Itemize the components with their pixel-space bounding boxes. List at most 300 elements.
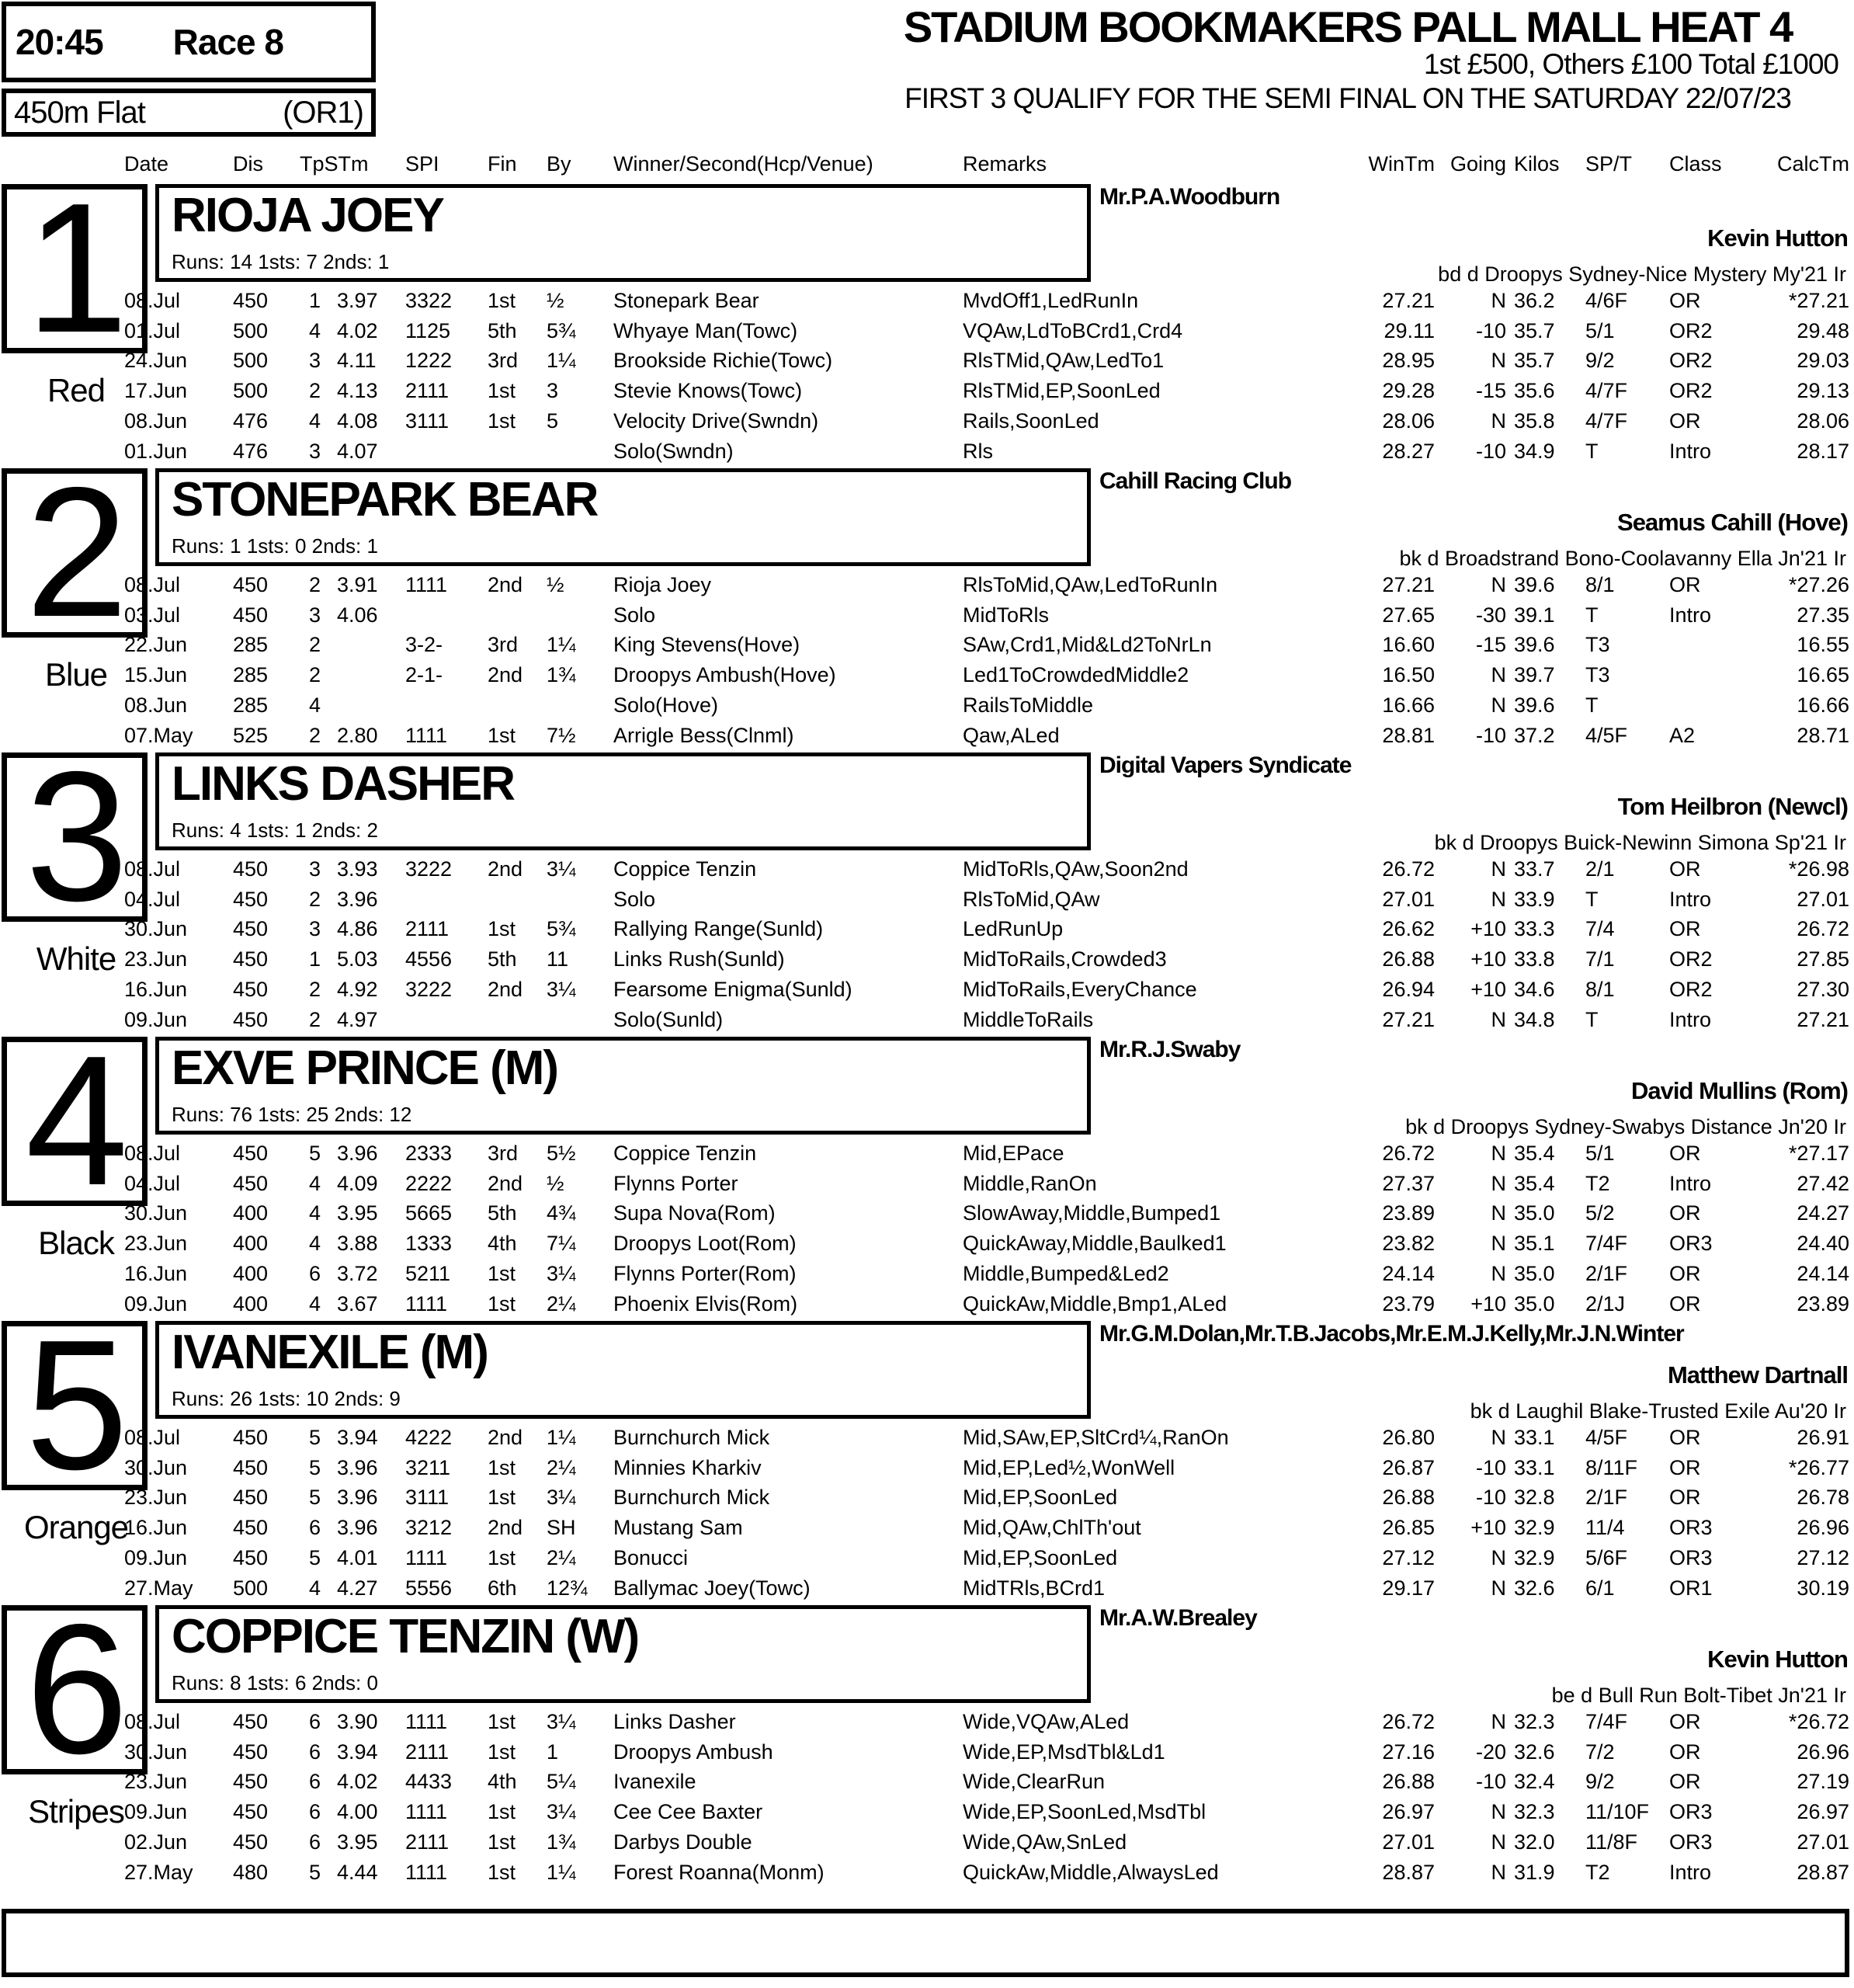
- date-cell: 08.Jul: [124, 1710, 181, 1733]
- by-cell: 3¼: [547, 977, 576, 1001]
- winner-cell: Whyaye Man(Towc): [613, 318, 798, 342]
- col-header-date: Date: [124, 152, 169, 176]
- winner-cell: Flynns Porter: [613, 1171, 738, 1195]
- remarks-cell: Mid,EP,Led½,WonWell: [963, 1455, 1175, 1479]
- fin-cell: 2nd: [488, 1516, 523, 1540]
- date-cell: 02.Jun: [124, 1830, 188, 1854]
- spi-cell: 4222: [405, 1426, 453, 1449]
- date-cell: 09.Jun: [124, 1007, 188, 1031]
- wintm-cell: 26.80: [1382, 1426, 1435, 1449]
- wintm-cell: 29.17: [1382, 1576, 1435, 1600]
- form-row: [0, 349, 1854, 378]
- wintm-cell: 26.94: [1382, 977, 1435, 1001]
- owner-name: Mr.G.M.Dolan,Mr.T.B.Jacobs,Mr.E.M.J.Kelly,Mr.J.N.Winter: [1099, 1321, 1684, 1347]
- form-row: [0, 1576, 1854, 1606]
- calctm-cell: 16.55: [1797, 633, 1849, 657]
- tp-cell: 2: [309, 977, 321, 1001]
- form-row: [0, 947, 1854, 977]
- spt-cell: 2/1: [1585, 857, 1615, 881]
- dis-cell: 450: [233, 887, 269, 911]
- kilos-cell: 39.7: [1514, 663, 1555, 687]
- spt-cell: 5/6F: [1585, 1545, 1628, 1569]
- date-cell: 08.Jul: [124, 857, 181, 881]
- stm-cell: 4.06: [337, 603, 378, 627]
- kilos-cell: 33.7: [1514, 857, 1555, 881]
- greyhound-name-box: [155, 752, 1091, 850]
- calctm-cell: 16.66: [1797, 693, 1849, 717]
- going-cell: -15: [1475, 633, 1506, 657]
- tp-cell: 4: [309, 1291, 321, 1315]
- form-row: [0, 633, 1854, 662]
- wintm-cell: 27.01: [1382, 1830, 1435, 1854]
- fin-cell: 2nd: [488, 1426, 523, 1449]
- date-cell: 30.Jun: [124, 1201, 188, 1225]
- form-row: [0, 1486, 1854, 1515]
- winner-cell: Links Rush(Sunld): [613, 947, 785, 971]
- by-cell: 3: [547, 379, 559, 403]
- greyhound-name: IVANEXILE (M): [172, 1326, 488, 1379]
- form-row: [0, 289, 1854, 318]
- breeding-line: bk d Droopys Buick-Newinn Simona Sp'21 Ir: [1434, 831, 1846, 854]
- date-cell: 04.Jul: [124, 1171, 181, 1195]
- trap-number: 6: [25, 1587, 124, 1793]
- date-cell: 30.Jun: [124, 1455, 188, 1479]
- fin-cell: 1st: [488, 1261, 516, 1285]
- spt-cell: 9/2: [1585, 1770, 1615, 1794]
- going-cell: -10: [1475, 318, 1506, 342]
- wintm-cell: 26.62: [1382, 917, 1435, 941]
- race-number: Race 8: [172, 22, 283, 62]
- going-cell: -10: [1475, 1455, 1506, 1479]
- fin-cell: 1st: [488, 1800, 516, 1824]
- form-row: [0, 1008, 1854, 1037]
- spi-cell: 2111: [405, 917, 450, 941]
- going-cell: -15: [1475, 379, 1506, 403]
- fin-cell: 1st: [488, 379, 516, 403]
- spt-cell: 4/5F: [1585, 1426, 1628, 1449]
- dis-cell: 450: [233, 1426, 269, 1449]
- greyhound-name-box: [155, 468, 1091, 566]
- kilos-cell: 33.3: [1514, 917, 1555, 941]
- fin-cell: 1st: [488, 723, 516, 747]
- form-row: [0, 1172, 1854, 1201]
- going-cell: +10: [1470, 917, 1506, 941]
- date-cell: 17.Jun: [124, 379, 188, 403]
- owner-name: Digital Vapers Syndicate: [1099, 752, 1352, 778]
- remarks-cell: RlsTMid,EP,SoonLed: [963, 379, 1161, 403]
- date-cell: 04.Jul: [124, 887, 181, 911]
- spi-cell: 3222: [405, 977, 453, 1001]
- stm-cell: 4.92: [337, 977, 378, 1001]
- remarks-cell: MidToRails,Crowded3: [963, 947, 1167, 971]
- wintm-cell: 28.27: [1382, 439, 1435, 463]
- calctm-cell: 26.96: [1797, 1516, 1849, 1540]
- by-cell: 1¼: [547, 1426, 576, 1449]
- winner-cell: Mustang Sam: [613, 1516, 743, 1540]
- trainer-name: Kevin Hutton: [1707, 224, 1848, 252]
- greyhound-name: COPPICE TENZIN (W): [172, 1610, 639, 1663]
- by-cell: 3¼: [547, 1486, 576, 1510]
- spi-cell: 4433: [405, 1770, 453, 1794]
- wintm-cell: 26.72: [1382, 1142, 1435, 1165]
- tp-cell: 3: [309, 349, 321, 373]
- form-row: [0, 1262, 1854, 1291]
- calctm-cell: *27.21: [1788, 289, 1849, 312]
- stm-cell: 3.97: [337, 289, 378, 312]
- calctm-cell: 29.03: [1797, 349, 1849, 373]
- spi-cell: 3-2-: [405, 633, 443, 657]
- spt-cell: T2: [1585, 1860, 1610, 1884]
- kilos-cell: 39.6: [1514, 573, 1555, 596]
- going-cell: N: [1491, 1171, 1506, 1195]
- trap-number: 5: [25, 1302, 124, 1509]
- col-header-kilos: Kilos: [1514, 152, 1560, 176]
- tp-cell: 4: [309, 1201, 321, 1225]
- cls-cell: OR3: [1669, 1232, 1713, 1256]
- winner-cell: Arrigle Bess(Clnml): [613, 723, 794, 747]
- wintm-cell: 23.89: [1382, 1201, 1435, 1225]
- form-row: [0, 1456, 1854, 1486]
- tp-cell: 5: [309, 1455, 321, 1479]
- wintm-cell: 26.87: [1382, 1455, 1435, 1479]
- wintm-cell: 27.65: [1382, 603, 1435, 627]
- form-row: [0, 1740, 1854, 1770]
- stm-cell: 4.00: [337, 1800, 378, 1824]
- cls-cell: A2: [1669, 723, 1696, 747]
- spt-cell: 7/1: [1585, 947, 1615, 971]
- dis-cell: 450: [233, 1770, 269, 1794]
- stm-cell: 3.72: [337, 1261, 378, 1285]
- dis-cell: 450: [233, 1007, 269, 1031]
- col-header-class: Class: [1669, 152, 1722, 176]
- spt-cell: 4/7F: [1585, 408, 1628, 433]
- date-cell: 03.Jul: [124, 603, 181, 627]
- spi-cell: 1333: [405, 1232, 453, 1256]
- greyhound-name-box: [155, 1037, 1091, 1135]
- col-header-winner: Winner/Second(Hcp/Venue): [613, 152, 873, 176]
- fin-cell: 6th: [488, 1576, 517, 1600]
- wintm-cell: 29.11: [1384, 318, 1435, 342]
- kilos-cell: 33.8: [1514, 947, 1555, 971]
- stm-cell: 3.96: [337, 887, 378, 911]
- trap-color-label: Black: [38, 1225, 114, 1261]
- fin-cell: 3rd: [488, 349, 519, 373]
- kilos-cell: 35.4: [1514, 1171, 1555, 1195]
- kilos-cell: 31.9: [1514, 1860, 1555, 1884]
- cls-cell: OR: [1669, 1426, 1701, 1449]
- spi-cell: 1111: [405, 1710, 448, 1733]
- cls-cell: Intro: [1669, 439, 1712, 463]
- by-cell: ½: [547, 573, 564, 596]
- winner-cell: Ballymac Joey(Towc): [613, 1576, 811, 1600]
- stm-cell: 3.96: [337, 1486, 378, 1510]
- date-cell: 30.Jun: [124, 917, 188, 941]
- tp-cell: 5: [309, 1142, 321, 1165]
- by-cell: 5¾: [547, 917, 576, 941]
- wintm-cell: 16.60: [1382, 633, 1435, 657]
- by-cell: 1¼: [547, 633, 576, 657]
- remarks-cell: Led1ToCrowdedMiddle2: [963, 663, 1189, 687]
- greyhound-name-box: [155, 184, 1091, 282]
- spt-cell: 2/1F: [1585, 1486, 1628, 1510]
- race-distance-box: [2, 89, 376, 137]
- runner-block: [0, 165, 1854, 468]
- going-cell: -10: [1475, 723, 1506, 747]
- fin-cell: 1st: [488, 408, 516, 433]
- spi-cell: 1111: [405, 1545, 448, 1569]
- spt-cell: 9/2: [1585, 349, 1615, 373]
- remarks-cell: VQAw,LdToBCrd1,Crd4: [963, 318, 1183, 342]
- kilos-cell: 35.7: [1514, 318, 1555, 342]
- remarks-cell: Middle,RanOn: [963, 1171, 1097, 1195]
- calctm-cell: 26.96: [1797, 1740, 1849, 1764]
- remarks-cell: MidToRls,QAw,Soon2nd: [963, 857, 1189, 881]
- remarks-cell: RailsToMiddle: [963, 693, 1094, 717]
- dis-cell: 450: [233, 1545, 269, 1569]
- by-cell: 3¼: [547, 857, 576, 881]
- kilos-cell: 39.6: [1514, 693, 1555, 717]
- col-header-calctm: CalcTm: [1777, 152, 1849, 176]
- spi-cell: 4556: [405, 947, 453, 971]
- by-cell: 2¼: [547, 1291, 576, 1315]
- date-cell: 23.Jun: [124, 1486, 188, 1510]
- dis-cell: 400: [233, 1261, 269, 1285]
- stm-cell: 4.86: [337, 917, 378, 941]
- fin-cell: 4th: [488, 1770, 517, 1794]
- stm-cell: 4.44: [337, 1860, 378, 1884]
- spt-cell: 7/4F: [1585, 1710, 1628, 1733]
- tp-cell: 4: [309, 318, 321, 342]
- date-cell: 08.Jul: [124, 289, 181, 312]
- stm-cell: 4.27: [337, 1576, 378, 1600]
- greyhound-name: EXVE PRINCE (M): [172, 1041, 558, 1095]
- wintm-cell: 26.88: [1382, 947, 1435, 971]
- calctm-cell: 29.13: [1797, 379, 1849, 403]
- kilos-cell: 39.1: [1514, 603, 1555, 627]
- greyhound-name: LINKS DASHER: [172, 757, 515, 811]
- wintm-cell: 26.72: [1382, 1710, 1435, 1733]
- by-cell: 4¾: [547, 1201, 576, 1225]
- fin-cell: 2nd: [488, 663, 523, 687]
- going-cell: N: [1491, 663, 1506, 687]
- kilos-cell: 32.9: [1514, 1516, 1555, 1540]
- form-row: [0, 1142, 1854, 1171]
- spt-cell: 4/6F: [1585, 289, 1628, 312]
- going-cell: N: [1491, 1860, 1506, 1884]
- date-cell: 24.Jun: [124, 349, 188, 373]
- spt-cell: T: [1585, 439, 1599, 463]
- dis-cell: 450: [233, 1171, 269, 1195]
- stm-cell: 4.13: [337, 379, 378, 403]
- fin-cell: 3rd: [488, 1142, 519, 1165]
- dis-cell: 450: [233, 1830, 269, 1854]
- cls-cell: OR: [1669, 1142, 1701, 1165]
- going-cell: N: [1491, 1545, 1506, 1569]
- spi-cell: 5556: [405, 1576, 453, 1600]
- tp-cell: 3: [309, 917, 321, 941]
- spt-cell: 8/11F: [1585, 1455, 1638, 1479]
- by-cell: 7½: [547, 723, 576, 747]
- stm-cell: 4.97: [337, 1007, 378, 1031]
- remarks-cell: MvdOff1,LedRunIn: [963, 289, 1139, 312]
- wintm-cell: 26.85: [1382, 1516, 1435, 1540]
- kilos-cell: 35.4: [1514, 1142, 1555, 1165]
- stm-cell: 3.94: [337, 1740, 378, 1764]
- spi-cell: 5665: [405, 1201, 453, 1225]
- calctm-cell: 28.17: [1797, 439, 1849, 463]
- calctm-cell: 26.97: [1797, 1800, 1849, 1824]
- kilos-cell: 32.0: [1514, 1830, 1555, 1854]
- spi-cell: 1111: [405, 573, 448, 596]
- dis-cell: 450: [233, 857, 269, 881]
- qualify-line: FIRST 3 QUALIFY FOR THE SEMI FINAL ON THE SATURDAY 22/07/23: [904, 82, 1791, 114]
- form-row: [0, 1861, 1854, 1890]
- tp-cell: 2: [309, 379, 321, 403]
- cls-cell: OR2: [1669, 349, 1713, 373]
- tp-cell: 4: [309, 1576, 321, 1600]
- spt-cell: 2/1F: [1585, 1261, 1628, 1285]
- cls-cell: OR: [1669, 917, 1701, 941]
- calctm-cell: 24.14: [1797, 1261, 1849, 1285]
- going-cell: N: [1491, 887, 1506, 911]
- fin-cell: 1st: [488, 1486, 516, 1510]
- notes-box: [2, 1909, 1849, 1977]
- col-header-fin: Fin: [488, 152, 517, 176]
- winner-cell: Droopys Loot(Rom): [613, 1232, 797, 1256]
- winner-cell: Coppice Tenzin: [613, 1142, 757, 1165]
- winner-cell: Cee Cee Baxter: [613, 1800, 763, 1824]
- dis-cell: 400: [233, 1291, 269, 1315]
- spt-cell: 8/1: [1585, 977, 1615, 1001]
- fin-cell: 2nd: [488, 857, 523, 881]
- fin-cell: 1st: [488, 1860, 516, 1884]
- spt-cell: T2: [1585, 1171, 1610, 1195]
- spi-cell: 1125: [405, 318, 451, 342]
- form-row: [0, 1770, 1854, 1799]
- tp-cell: 2: [309, 887, 321, 911]
- runs-summary: Runs: 14 1sts: 7 2nds: 1: [172, 250, 390, 273]
- tp-cell: 3: [309, 439, 321, 463]
- calctm-cell: 28.87: [1797, 1860, 1849, 1884]
- remarks-cell: Wide,ClearRun: [963, 1770, 1106, 1794]
- kilos-cell: 37.2: [1514, 723, 1555, 747]
- col-header-wintm: WinTm: [1368, 152, 1435, 176]
- prize-line: 1st £500, Others £100 Total £1000: [1423, 48, 1838, 80]
- tp-cell: 6: [309, 1740, 321, 1764]
- remarks-cell: QuickAway,Middle,Baulked1: [963, 1232, 1227, 1256]
- remarks-cell: RlsToMid,QAw,LedToRunIn: [963, 573, 1218, 596]
- wintm-cell: 24.14: [1382, 1261, 1435, 1285]
- spt-cell: 7/4F: [1585, 1232, 1628, 1256]
- dis-cell: 450: [233, 917, 269, 941]
- kilos-cell: 35.8: [1514, 408, 1555, 433]
- calctm-cell: 27.35: [1797, 603, 1849, 627]
- remarks-cell: Rls: [963, 439, 993, 463]
- remarks-cell: MidTRls,BCrd1: [963, 1576, 1106, 1600]
- dis-cell: 450: [233, 1455, 269, 1479]
- going-cell: N: [1491, 1142, 1506, 1165]
- going-cell: N: [1491, 857, 1506, 881]
- tp-cell: 1: [309, 947, 321, 971]
- race-time: 20:45: [16, 22, 103, 62]
- dis-cell: 285: [233, 663, 269, 687]
- spi-cell: 2111: [405, 1740, 450, 1764]
- trainer-name: Kevin Hutton: [1707, 1646, 1848, 1673]
- dis-cell: 450: [233, 1710, 269, 1733]
- tp-cell: 3: [309, 857, 321, 881]
- remarks-cell: Wide,VQAw,ALed: [963, 1710, 1130, 1733]
- winner-cell: Coppice Tenzin: [613, 857, 757, 881]
- spi-cell: 2333: [405, 1142, 453, 1165]
- wintm-cell: 28.87: [1382, 1860, 1435, 1884]
- race-grade: (OR1): [283, 95, 363, 130]
- dis-cell: 400: [233, 1201, 269, 1225]
- spt-cell: 11/4: [1585, 1516, 1625, 1540]
- spt-cell: T3: [1585, 663, 1610, 687]
- calctm-cell: *27.17: [1788, 1142, 1849, 1165]
- by-cell: 5: [547, 408, 559, 433]
- calctm-cell: 23.89: [1797, 1291, 1849, 1315]
- spi-cell: 3111: [405, 1486, 450, 1510]
- winner-cell: Fearsome Enigma(Sunld): [613, 977, 852, 1001]
- breeding-line: bk d Laughil Blake-Trusted Exile Au'20 Ir: [1470, 1399, 1846, 1423]
- winner-cell: Solo: [613, 887, 656, 911]
- spt-cell: 8/1: [1585, 573, 1615, 596]
- calctm-cell: 24.27: [1797, 1201, 1849, 1225]
- kilos-cell: 35.0: [1514, 1261, 1555, 1285]
- dis-cell: 285: [233, 633, 269, 657]
- stm-cell: 4.07: [337, 439, 378, 463]
- by-cell: 5¼: [547, 1770, 576, 1794]
- fin-cell: 1st: [488, 1830, 516, 1854]
- calctm-cell: 26.78: [1797, 1486, 1849, 1510]
- spi-cell: 3222: [405, 857, 453, 881]
- by-cell: 3¼: [547, 1800, 576, 1824]
- stm-cell: 4.11: [337, 349, 377, 373]
- trap-color-label: White: [36, 940, 116, 977]
- dis-cell: 500: [233, 349, 269, 373]
- form-row: [0, 379, 1854, 408]
- spt-cell: T: [1585, 887, 1599, 911]
- kilos-cell: 33.9: [1514, 887, 1555, 911]
- cls-cell: OR3: [1669, 1800, 1713, 1824]
- trap-number: 4: [25, 1018, 124, 1225]
- spi-cell: 5211: [405, 1261, 451, 1285]
- date-cell: 16.Jun: [124, 977, 188, 1001]
- calctm-cell: 28.71: [1797, 723, 1849, 747]
- wintm-cell: 28.06: [1382, 408, 1435, 433]
- kilos-cell: 34.6: [1514, 977, 1555, 1001]
- stm-cell: 3.91: [337, 573, 378, 596]
- date-cell: 08.Jun: [124, 408, 188, 433]
- wintm-cell: 16.50: [1382, 663, 1435, 687]
- runs-summary: Runs: 76 1sts: 25 2nds: 12: [172, 1103, 412, 1126]
- cls-cell: OR2: [1669, 318, 1713, 342]
- going-cell: N: [1491, 1201, 1506, 1225]
- calctm-cell: 27.30: [1797, 977, 1849, 1001]
- tp-cell: 1: [309, 289, 321, 312]
- runs-summary: Runs: 4 1sts: 1 2nds: 2: [172, 818, 378, 842]
- fin-cell: 1st: [488, 1710, 516, 1733]
- spt-cell: T: [1585, 693, 1599, 717]
- remarks-cell: MidToRls: [963, 603, 1050, 627]
- cls-cell: OR: [1669, 573, 1701, 596]
- dis-cell: 450: [233, 1740, 269, 1764]
- runs-summary: Runs: 1 1sts: 0 2nds: 1: [172, 534, 378, 558]
- by-cell: 7¼: [547, 1232, 576, 1256]
- fin-cell: 1st: [488, 289, 516, 312]
- col-header-spi: SPI: [405, 152, 439, 176]
